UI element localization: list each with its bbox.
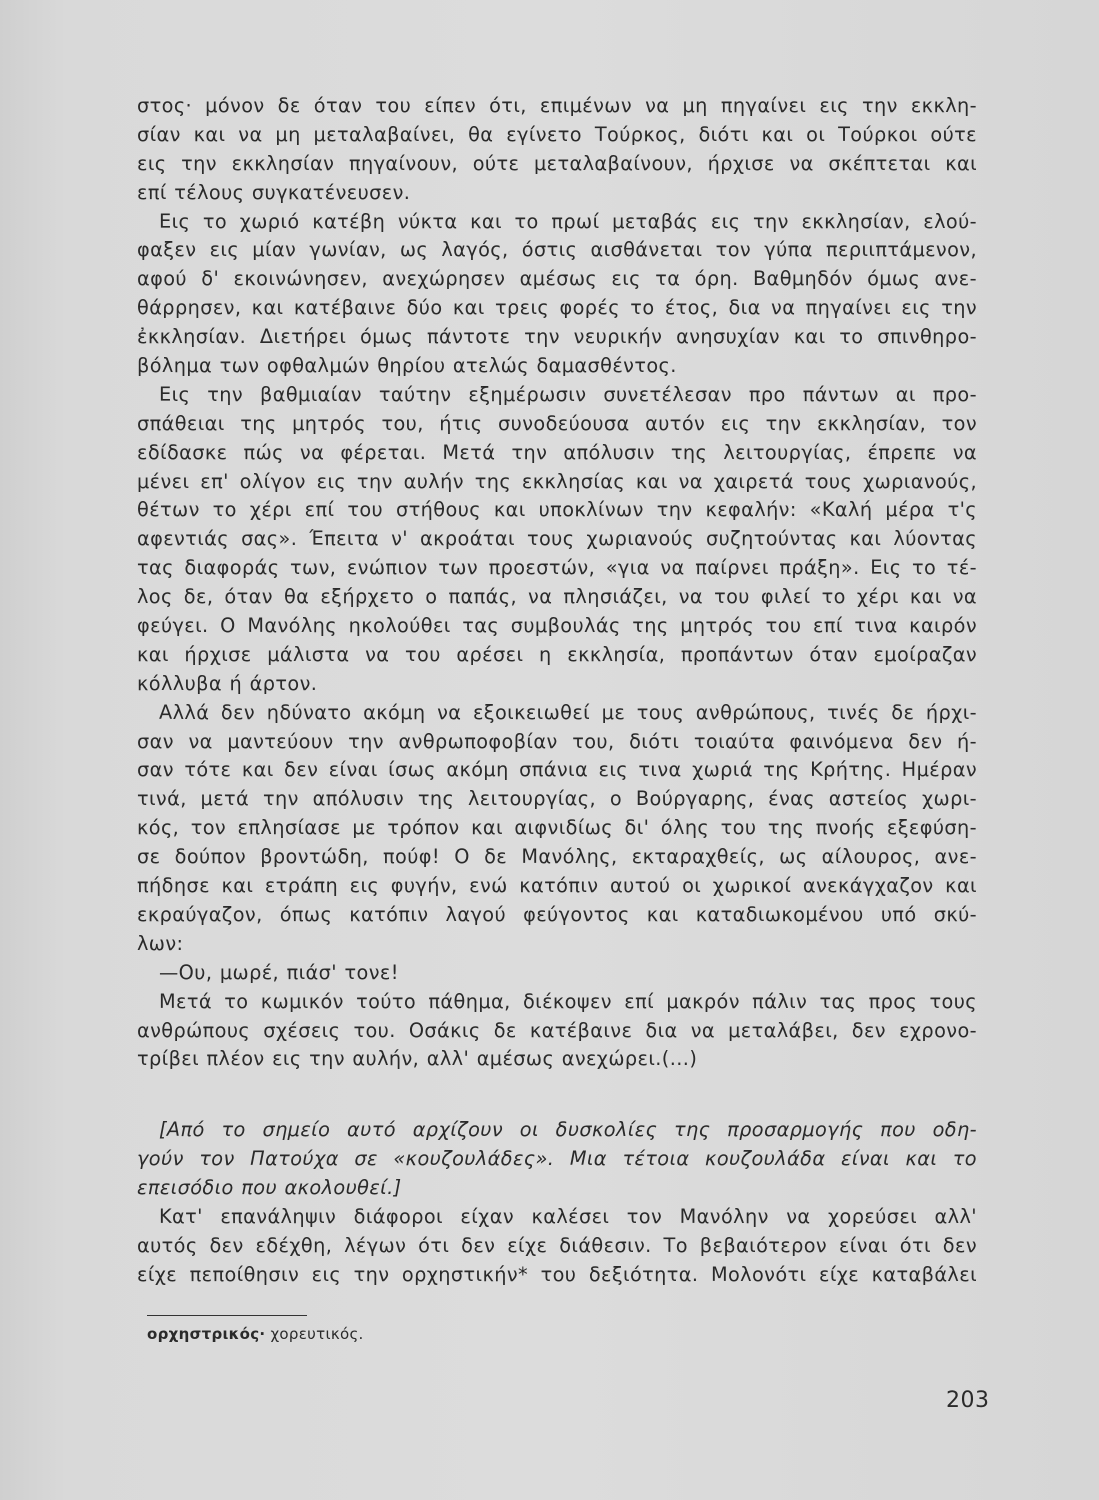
text-line: θάρρησεν, και κατέβαινε δύο και τρεις φορές το έτος, δια να πηγαίνει εις την bbox=[137, 296, 977, 320]
text-line: αυτός δεν εδέχθη, λέγων ότι δεν είχε διάθεσιν. Το βεβαιότερον είναι ότι δεν bbox=[137, 1233, 977, 1257]
text-line: κόλλυβα ή άρτον. bbox=[137, 671, 318, 695]
footnote-divider bbox=[147, 1315, 307, 1316]
dialogue-line: —Ου, μωρέ, πιάσ' τονε! bbox=[159, 960, 399, 984]
text-line: κός, τον επλησίασε με τρόπον και αιφνιδίως δι' όλης του της πνοής εξεφύση- bbox=[137, 816, 977, 840]
text-line: είχε πεποίθησιν εις την ορχηστικήν* του δεξιότητα. Μολονότι είχε καταβάλει bbox=[137, 1262, 977, 1286]
editor-note-line: γούν τον Πατούχα σε «κουζουλάδες». Μια τέτοια κουζουλάδα είναι και το bbox=[137, 1147, 977, 1171]
text-line: επί τέλους συγκατένευσεν. bbox=[137, 180, 411, 204]
text-line: τινά, μετά την απόλυσιν της λειτουργίας, ο Βούργαρης, ένας αστείος χωρι- bbox=[137, 787, 977, 811]
text-line: Μετά το κωμικόν τούτο πάθημα, διέκοψεν επί μακρόν πάλιν τας προς τους bbox=[159, 989, 977, 1013]
text-line: εδίδασκε πώς να φέρεται. Μετά την απόλυσιν της λειτουργίας, έπρεπε να bbox=[137, 440, 977, 464]
text-line: τας διαφοράς των, ενώπιον των προεστών, «για να παίρνει πράξη». Εις το τέ- bbox=[137, 556, 977, 580]
text-line: λων: bbox=[137, 931, 184, 955]
text-line: Εις το χωριό κατέβη νύκτα και το πρωί μεταβάς εις την εκκλησίαν, ελού- bbox=[159, 209, 977, 233]
main-text bbox=[137, 92, 977, 1290]
editor-note-line: [Από το σημείο αυτό αρχίζουν οι δυσκολίες της προσαρμογής που οδη- bbox=[159, 1118, 977, 1142]
text-line: λος δε, όταν θα εξήρχετο ο παπάς, να πλησιάζει, να του φιλεί το χέρι και να bbox=[137, 585, 977, 609]
text-line: αφού δ' εκοινώνησεν, ανεχώρησεν αμέσως εις τα όρη. Βαθμηδόν όμως ανε- bbox=[137, 267, 977, 291]
text-line: σπάθειαι της μητρός του, ήτις συνοδεύουσα αυτόν εις την εκκλησίαν, τον bbox=[137, 411, 977, 435]
text-line: Αλλά δεν ηδύνατο ακόμη να εξοικειωθεί με τους ανθρώπους, τινές δε ήρχι- bbox=[159, 700, 977, 724]
text-line: αφεντιάς σας». Έπειτα ν' ακροάται τους χωριανούς συζητούντας και λύοντας bbox=[137, 527, 977, 551]
text-line: εκραύγαζον, όπως κατόπιν λαγού φεύγοντος και καταδιωκομένου υπό σκύ- bbox=[137, 902, 977, 926]
footnote bbox=[147, 1325, 364, 1343]
text-line: σαν τότε και δεν είναι ίσως ακόμη σπάνια εις τινα χωριά της Κρήτης. Ημέραν bbox=[137, 758, 977, 782]
text-line: μένει επ' ολίγον εις την αυλήν της εκκλησίας και να χαιρετά τους χωριανούς, bbox=[137, 469, 977, 493]
text-line: βόλημα των οφθαλμών θηρίου ατελώς δαμασθέντος. bbox=[137, 354, 677, 378]
text-line: σίαν και να μη μεταλαβαίνει, θα εγίνετο Τούρκος, διότι και οι Τούρκοι ούτε bbox=[137, 122, 977, 146]
text-line: Κατ' επανάληψιν διάφοροι είχαν καλέσει τον Μανόλην να χορεύσει αλλ' bbox=[159, 1204, 977, 1228]
text-line: και ήρχισε μάλιστα να του αρέσει η εκκλησία, προπάντων όταν εμοίραζαν bbox=[137, 642, 977, 666]
page-number: 203 bbox=[946, 1388, 990, 1413]
text-line: φαξεν εις μίαν γωνίαν, ως λαγός, όστις αισθάνεται τον γύπα περιιπτάμενον, bbox=[137, 238, 977, 262]
editor-note-line: επεισόδιο που ακολουθεί.] bbox=[137, 1176, 402, 1200]
text-line: ανθρώπους σχέσεις του. Οσάκις δε κατέβαινε δια να μεταλάβει, δεν εχρονο- bbox=[137, 1018, 977, 1042]
text-line: πήδησε και ετράπη εις φυγήν, ενώ κατόπιν αυτού οι χωρικοί ανεκάγχαζον και bbox=[137, 874, 977, 898]
text-line: σε δούπον βροντώδη, πούφ! Ο δε Μανόλης, εκταραχθείς, ως αίλουρος, ανε- bbox=[137, 845, 977, 869]
text-line: σαν να μαντεύουν την ανθρωποφοβίαν του, διότι τοιαύτα φαινόμενα δεν ή- bbox=[137, 729, 977, 753]
text-line: ἐκκλησίαν. Διετήρει όμως πάντοτε την νευρικήν ανησυχίαν και το σπινθηρο- bbox=[137, 325, 977, 349]
text-line: εις την εκκλησίαν πηγαίνουν, ούτε μεταλαβαίνουν, ήρχισε να σκέπτεται και bbox=[137, 151, 977, 175]
footnote-definition: χορευτικός. bbox=[270, 1325, 364, 1343]
text-line: θέτων το χέρι επί του στήθους και υποκλίνων την κεφαλήν: «Καλή μέρα τ'ς bbox=[137, 498, 977, 522]
text-line: στος· μόνον δε όταν του είπεν ότι, επιμένων να μη πηγαίνει εις την εκκλη- bbox=[137, 94, 977, 117]
text-line: φεύγει. Ο Μανόλης ηκολούθει τας συμβουλάς της μητρός του επί τινα καιρόν bbox=[137, 614, 977, 638]
text-line: Εις την βαθμιαίαν ταύτην εξημέρωσιν συνετέλεσαν προ πάντων αι προ- bbox=[159, 382, 977, 406]
footnote-term: ορχηστρικός· bbox=[147, 1325, 266, 1343]
text-line: τρίβει πλέον εις την αυλήν, αλλ' αμέσως ανεχώρει.(...) bbox=[137, 1047, 698, 1071]
